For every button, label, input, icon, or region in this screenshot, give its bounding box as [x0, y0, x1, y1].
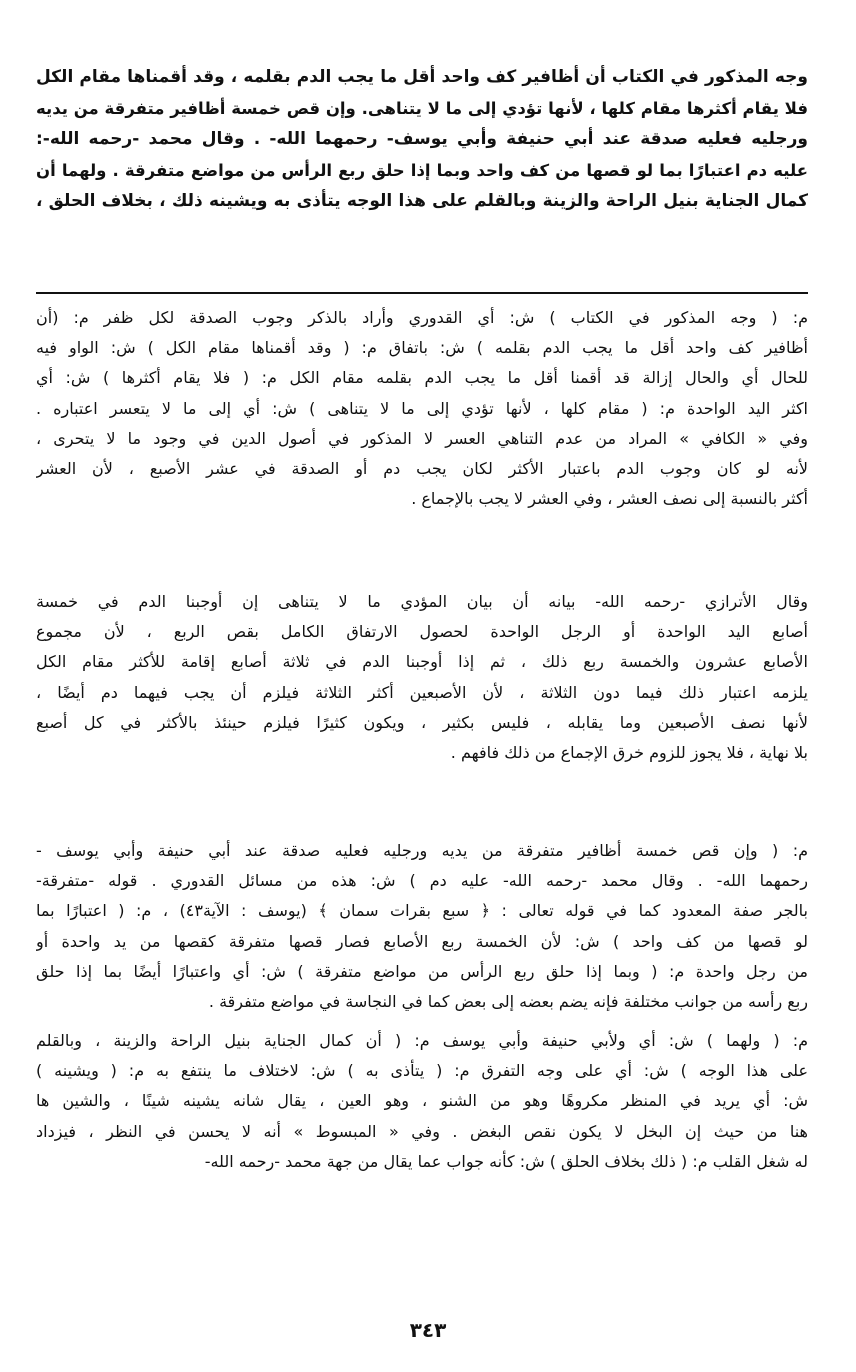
main-text-line: ورجليه فعليه صدقة عند أبي حنيفة وأبي يوسف- رحمهما الله- . وقال محمد -رحمه الله-: — [36, 129, 808, 149]
commentary-line: من رجل واحدة م: ( وبما إذا حلق ربع الرأس من مواضع متفرقة ) ش: أي واعتبارًا أيضًا بما إذا حلق — [36, 961, 808, 981]
main-text-line: كمال الجناية بنيل الراحة والزينة وبالقلم على هذا الوجه يتأذى به ويشينه ذلك ، بخلاف الحلق ، — [36, 191, 808, 211]
main-text-block — [36, 62, 808, 217]
main-text-line: فلا يقام أكثرها مقام كلها ، لأنها تؤدي إلى ما لا يتناهى. وإن قص خمسة أظافير متفرقة من يديه — [36, 99, 808, 118]
commentary-line: أكثر بالنسبة إلى نصف العشر ، وفي العشر لا يجب بالإجماع . — [411, 489, 808, 509]
commentary-line: م: ( وجه المذكور في الكتاب ) ش: أي القدوري وأراد بالذكر وجوب الصدقة لكل ظفر م: (أن — [36, 308, 808, 327]
commentary-paragraph — [36, 303, 808, 514]
commentary-line: م: ( وإن قص خمسة أظافير متفرقة من يديه ورجليه فعليه صدقة عند أبي حنيفة وأبي يوسف - — [36, 841, 808, 860]
separator-rule — [36, 292, 808, 294]
commentary-line: الأصابع عشرون والخمسة ربع ذلك ، ثم إذا أوجبنا الدم في ثلاثة أصابع إقامة للأكثر مقام الكل — [36, 652, 808, 672]
commentary-line: بلا نهاية ، فلا يجوز للزوم خرق الإجماع من ذلك فافهم . — [450, 742, 808, 762]
commentary-line: أظافير كف واحد أقل ما يجب الدم بقلمه ) ش: باتفاق م: ( وقد أقمناها مقام الكل ) ش: الواو فيه — [36, 338, 808, 358]
commentary-line: على هذا الوجه ) ش: أي على وجه التفرق م: ( يتأذى به ) ش: لاختلاف ما ينتفع به م: ( ويشينه ) — [36, 1061, 808, 1081]
commentary-line: بالجر صفة المعدود كما في قوله تعالى : ﴿ سبع بقرات سمان ﴾ (يوسف : الآية٤٣) ، م: ( اعتبارًا بما — [36, 901, 808, 921]
commentary-line: له شغل القلب م: ( ذلك بخلاف الحلق ) ش: كأنه جواب عما يقال من جهة محمد -رحمه الله- — [204, 1151, 808, 1171]
main-text-line: عليه دم اعتبارًا بما لو قصها من كف واحد وبما إذا حلق ربع الرأس من مواضع متفرقة . ولهما أن — [36, 161, 808, 180]
page-number: ٣٤٣ — [409, 1318, 447, 1342]
main-text-line: وجه المذكور في الكتاب أن أظافير كف واحد أقل ما يجب الدم بقلمه ، وقد أقمناها مقام الكل — [36, 67, 808, 87]
commentary-paragraph — [36, 587, 808, 768]
commentary-line: أصابع اليد الواحدة أو الرجل الواحدة لحصول الارتفاق الكامل بقص الربع ، لأن مجموع — [36, 622, 808, 642]
commentary-line: هنا من حيث إن البخل لا يكون نقص البغض . وفي « المبسوط » أنه لا يحسن في النظر ، فيزداد — [36, 1121, 808, 1141]
commentary-line: يلزمه اعتبار ذلك فيما دون الثلاثة ، لأن الأصبعين أكثر الثلاثة فيلزم أن يجب فيهما دم أيضًا ، — [36, 682, 808, 702]
commentary-line: للحال أي والحال إزالة قد أقمنا أقل ما يجب الدم بقلمه مقام الكل م: ( فلا يقام أكثرها ) ش: أي — [36, 368, 808, 388]
commentary-line: ش: أي يريد في المنظر مكروهًا وهو من الشنو ، وهو العين ، يقال شانه يشينه شينًا ، والشين ها — [36, 1091, 808, 1111]
commentary-line: لو قصها من كف واحد ) ش: لأن الخمسة ربع الأصابع فصار قصها متفرقة كقصها من يد واحدة أو — [36, 931, 808, 951]
commentary-line: ربع رأسه من جوانب مختلفة فإنه يضم بعضه إلى بعض كما في النجاسة في مواضع متفرقة . — [208, 991, 808, 1011]
commentary-paragraph — [36, 836, 808, 1017]
commentary-line: لأنه لو كان وجوب الدم باعتبار الأكثر لكان يجب دم أو الصدقة في عشر الأصبع ، لأن العشر — [36, 458, 808, 478]
commentary-paragraph — [36, 1026, 808, 1177]
commentary-line: وقال الأترازي -رحمه الله- بيانه أن بيان المؤدي ما لا يتناهى إن أوجبنا الدم في خمسة — [36, 592, 808, 611]
commentary-line: لأنها نصف الأصبعين وما يقابله ، فليس بكثير ، ويكون كثيرًا فيلزم حينئذ بالأكثر في كل أصبع — [36, 712, 808, 732]
commentary-line: اكثر اليد الواحدة م: ( مقام كلها ، لأنها تؤدي إلى ما لا يتناهى ) ش: أي إلى ما لا يتعسر اعتباره . — [36, 398, 808, 418]
commentary-line: رحمهما الله- . وقال محمد -رحمه الله- عليه دم ) ش: هذه من مسائل القدوري . قوله -متفرقة- — [36, 871, 808, 891]
commentary-line: وفي « الكافي » المراد من عدم التناهي العسر لا المذكور في أصول الدين في وجود ما لا يتحرى ، — [36, 428, 808, 448]
commentary-line: م: ( ولهما ) ش: أي ولأبي حنيفة وأبي يوسف م: ( أن كمال الجناية بنيل الراحة والزينة ، وبالقلم — [36, 1031, 808, 1050]
